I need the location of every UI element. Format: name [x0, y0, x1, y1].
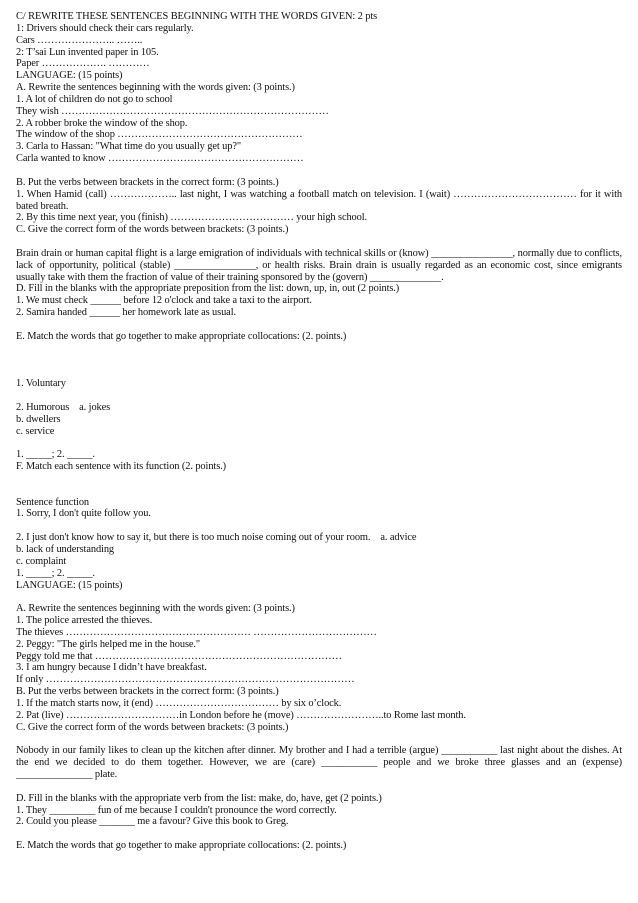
part-d-heading: D. Fill in the blanks with the appropriate verb from the list: make, do, have, get (2 points.) — [16, 792, 382, 804]
section-c-line: 1: Drivers should check their cars regularly. — [16, 22, 194, 34]
part-a-heading: A. Rewrite the sentences beginning with the words given: (3 points.) — [16, 603, 295, 615]
part-a-line: 2. A robber broke the window of the shop. — [16, 117, 188, 129]
part-f-answer: 1. _____; 2. _____. — [16, 567, 95, 579]
part-c-paragraph: Brain drain or human capital flight is a large emigration of individuals with technical skills or (know) ________________, normally due to conflicts, lack of opportunity, political (stable) ________________, or health risks. Brain drain is usually regarded as an economic cost, since emigrants usually take with them the fraction of value of their training sponsored by the (govern) ______________. — [16, 247, 622, 283]
part-a-line: Carla wanted to know ………………………………………………… — [16, 153, 304, 165]
part-b-line: 1. If the match starts now, it (end) ……………………………… by six o’clock. — [16, 697, 342, 709]
part-c-paragraph: Nobody in our family likes to clean up the kitchen after dinner. My brother and I had a terrible (argue) ___________ last night about the dishes. At the end we decided to do them together. However, we are (care) ___________ people and we broke three glasses and an (expense) _______________ plate. — [16, 745, 622, 780]
language-title: LANGUAGE: (15 points) — [16, 579, 123, 591]
part-e-item: 1. Voluntary — [16, 378, 66, 390]
part-a-heading: A. Rewrite the sentences beginning with the words given: (3 points.) — [16, 82, 295, 94]
part-f-option: c. complaint — [16, 555, 67, 567]
part-e-option: c. service — [16, 425, 55, 437]
part-a-line: 1. A lot of children do not go to school — [16, 93, 173, 105]
part-f-columns: Sentence function — [16, 496, 90, 508]
section-c-heading: C/ REWRITE THESE SENTENCES BEGINNING WITH THE WORDS GIVEN: 2 pts — [16, 11, 378, 22]
part-a-line: 3. I am hungry because I didn’t have breakfast. — [16, 662, 207, 674]
part-f-option: b. lack of understanding — [16, 543, 115, 555]
section-c-line: Paper ………………. ………… — [16, 58, 150, 70]
part-b-line: 1. When Hamid (call) ……………….. last night, I was watching a football match on television. I (wait) ……………………………… for it with bated breath. — [16, 188, 622, 212]
part-d-line: 2. Samira handed ______ her homework late as usual. — [16, 307, 236, 319]
part-e-item-row — [16, 402, 622, 414]
part-a-line: The window of the shop ……………………………………………… — [16, 129, 303, 141]
part-a-line: 2. Peggy: "The girls helped me in the house." — [16, 638, 201, 650]
part-a-line: If only ……………………………………………………………………………… — [16, 674, 355, 686]
part-d-line: 1. We must check ______ before 12 o'clock and take a taxi to the airport. — [16, 295, 312, 307]
part-b-heading: B. Put the verbs between brackets in the correct form: (3 points.) — [16, 686, 279, 698]
part-a-line: Peggy told me that ……………………………………………………………… — [16, 650, 342, 662]
part-a-line: The thieves ……………………………………………… ……………………………… — [16, 626, 377, 638]
part-e-item: 2. Humorous — [16, 401, 70, 413]
part-a-line: 3. Carla to Hassan: "What time do you usually get up?" — [16, 141, 241, 153]
part-f-heading: F. Match each sentence with its function (2. points.) — [16, 461, 227, 473]
part-e-answer: 1. _____; 2. _____. — [16, 449, 95, 461]
part-b-line: 2. By this time next year, you (finish) ……………………………… your high school. — [16, 212, 368, 224]
part-d-heading: D. Fill in the blanks with the appropriate preposition from the list: down, up, in, out (2 points.) — [16, 283, 400, 295]
part-d-line: 1. They _________ fun of me because I couldn't pronounce the word correctly. — [16, 804, 337, 816]
part-e-option: a. jokes — [79, 401, 111, 413]
section-c-line: Cars ………………….. …….. — [16, 34, 143, 46]
language-title: LANGUAGE: (15 points) — [16, 70, 123, 82]
part-f-item: 1. Sorry, I don't quite follow you. — [16, 508, 151, 520]
part-e-heading: E. Match the words that go together to make appropriate collocations: (2. points.) — [16, 840, 347, 852]
part-a-line: 1. The police arrested the thieves. — [16, 615, 153, 627]
part-c-heading: C. Give the correct form of the words between brackets: (3 points.) — [16, 721, 289, 733]
part-e-heading: E. Match the words that go together to make appropriate collocations: (2. points.) — [16, 330, 347, 342]
section-c-line: 2: T’sai Lun invented paper in 105. — [16, 46, 159, 58]
part-e-option: b. dwellers — [16, 413, 61, 425]
part-b-line: 2. Pat (live) ……………………………in London before he (move) ……………………..to Rome last month. — [16, 709, 466, 721]
part-b-heading: B. Put the verbs between brackets in the correct form: (3 points.) — [16, 176, 279, 188]
part-f-item: 2. I just don't know how to say it, but there is too much noise coming out of your room. — [16, 532, 371, 544]
part-d-line: 2. Could you please _______ me a favour? Give this book to Greg. — [16, 816, 289, 828]
part-a-line: They wish …………………………………………………………………… — [16, 105, 329, 117]
part-c-heading: C. Give the correct form of the words between brackets: (3 points.) — [16, 224, 289, 236]
part-f-item-row — [16, 532, 622, 544]
part-f-option: a. advice — [380, 532, 417, 544]
